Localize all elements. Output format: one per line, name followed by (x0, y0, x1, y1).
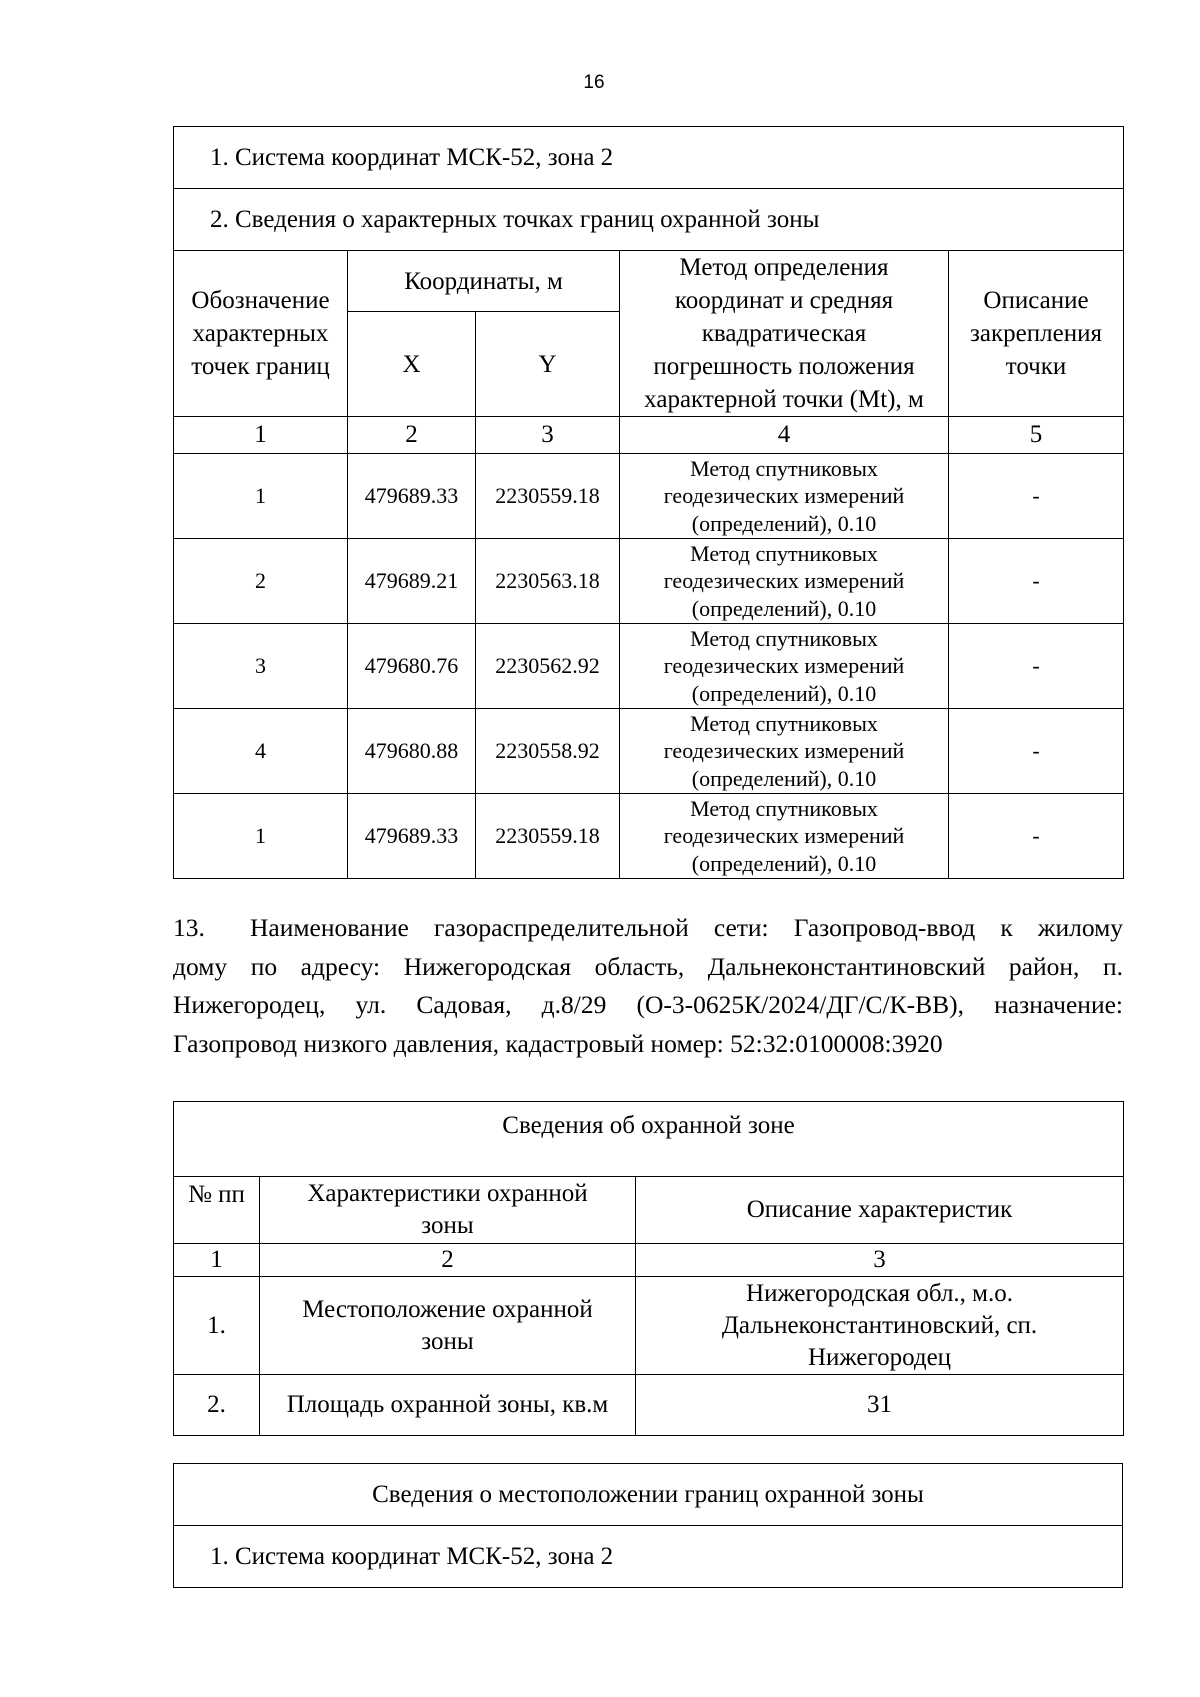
header-method-line: погрешность положения (653, 353, 915, 380)
method-line: Метод спутниковых (690, 455, 878, 481)
method-line: (определений), 0.10 (691, 850, 877, 876)
point-description: - (949, 624, 1124, 709)
paragraph-line (173, 909, 1123, 948)
header-characteristics-description: Описание характеристик (636, 1177, 1124, 1244)
coordinate-x: 479689.33 (348, 794, 476, 879)
method-line: Метод спутниковых (690, 795, 878, 821)
point-description: - (949, 794, 1124, 879)
method-line: Метод спутниковых (690, 625, 878, 651)
method-line: геодезических измерений (663, 568, 905, 594)
column-number: 3 (476, 417, 620, 454)
method-line: геодезических измерений (663, 653, 905, 679)
header-method (620, 251, 949, 417)
value-cell (636, 1277, 1124, 1375)
header-x: X (348, 312, 476, 417)
column-number: 5 (949, 417, 1124, 454)
boundary-location-table (173, 1463, 1123, 1588)
row-number: 2. (174, 1375, 260, 1436)
point-description: - (949, 539, 1124, 624)
row-number: 1. (174, 1277, 260, 1375)
header-designation-line: точек границ (191, 353, 330, 380)
column-number: 1 (174, 1244, 260, 1277)
value-line: Нижегородец (807, 1343, 952, 1371)
characteristic-cell: Площадь охранной зоны, кв.м (260, 1375, 636, 1436)
paragraph-line: Газопровод низкого давления, кадастровый номер: 52:32:0100008:3920 (173, 1028, 943, 1058)
point-number: 4 (174, 709, 348, 794)
method-line: (определений), 0.10 (691, 680, 877, 706)
method-line: Метод спутниковых (690, 540, 878, 566)
coordinate-x: 479680.88 (348, 709, 476, 794)
gas-network-paragraph (173, 909, 1123, 1063)
header-characteristics (260, 1177, 636, 1244)
header-description-line: закрепления (970, 320, 1102, 347)
coordinate-y: 2230559.18 (476, 454, 620, 539)
boundary-points-table (173, 126, 1124, 879)
paragraph-text: Наименование газораспределительной сети: Газопровод-ввод к жилому (250, 913, 1123, 942)
table-row (174, 454, 1124, 539)
coordinate-system-caption: 1. Система координат МСК-52, зона 2 (174, 127, 1124, 189)
method-cell (620, 539, 949, 624)
header-coordinates: Координаты, м (348, 251, 620, 312)
table-row (174, 539, 1124, 624)
header-characteristics-line: Характеристики охранной (307, 1180, 588, 1207)
characteristic-line: Местоположение охранной (302, 1295, 593, 1323)
method-line: геодезических измерений (663, 738, 905, 764)
method-line: геодезических измерений (663, 483, 905, 509)
header-description-line: точки (1005, 353, 1067, 380)
coordinate-y: 2230558.92 (476, 709, 620, 794)
value-line: Дальнеконстантиновский, сп. (721, 1311, 1038, 1339)
value-cell: 31 (636, 1375, 1124, 1436)
page-number: 16 (583, 72, 605, 93)
header-description-line: Описание (983, 287, 1089, 314)
value-line: Нижегородская обл., м.о. (746, 1279, 1013, 1307)
method-line: (определений), 0.10 (691, 510, 877, 536)
coordinate-x: 479680.76 (348, 624, 476, 709)
table-row (174, 709, 1124, 794)
coordinate-y: 2230562.92 (476, 624, 620, 709)
header-characteristics-line: зоны (421, 1212, 474, 1239)
point-description: - (949, 709, 1124, 794)
point-number: 3 (174, 624, 348, 709)
method-line: геодезических измерений (663, 823, 905, 849)
column-number: 2 (260, 1244, 636, 1277)
paragraph-number: 13. (173, 913, 205, 942)
column-number: 3 (636, 1244, 1124, 1277)
table-row (174, 1277, 1124, 1375)
point-number: 1 (174, 454, 348, 539)
method-line: (определений), 0.10 (691, 765, 877, 791)
method-cell (620, 454, 949, 539)
header-method-line: квадратическая (701, 320, 867, 347)
point-description: - (949, 454, 1124, 539)
header-designation-line: Обозначение (191, 287, 330, 314)
protected-zone-table (173, 1101, 1124, 1436)
paragraph-line: Нижегородец, ул. Садовая, д.8/29 (О-3-0625К/2024/ДГ/С/К-ВВ), назначение: (173, 990, 1123, 1019)
header-method-line: характерной точки (Mt), м (644, 386, 924, 413)
method-cell (620, 709, 949, 794)
table-row (174, 794, 1124, 879)
method-line: Метод спутниковых (690, 710, 878, 736)
table-row (174, 1375, 1124, 1436)
column-number: 1 (174, 417, 348, 454)
header-method-line: координат и средняя (674, 287, 894, 314)
paragraph-line: дому по адресу: Нижегородская область, Дальнеконстантиновский район, п. (173, 951, 1123, 981)
header-method-line: Метод определения (679, 254, 889, 281)
coordinate-y: 2230559.18 (476, 794, 620, 879)
method-line: (определений), 0.10 (691, 595, 877, 621)
boundary-points-caption: 2. Сведения о характерных точках границ охранной зоны (174, 189, 1124, 251)
table-row (174, 624, 1124, 709)
coordinate-system-caption: 1. Система координат МСК-52, зона 2 (174, 1526, 1123, 1588)
header-description (949, 251, 1124, 417)
boundary-location-title: Сведения о местоположении границ охранной зоны (174, 1464, 1123, 1526)
protected-zone-title: Сведения об охранной зоне (174, 1102, 1124, 1177)
column-number: 4 (620, 417, 949, 454)
column-number: 2 (348, 417, 476, 454)
point-number: 1 (174, 794, 348, 879)
header-y: Y (476, 312, 620, 417)
header-number: № пп (174, 1177, 260, 1244)
header-designation-line: характерных (192, 320, 329, 347)
characteristic-line: зоны (421, 1327, 474, 1355)
method-cell (620, 794, 949, 879)
coordinate-y: 2230563.18 (476, 539, 620, 624)
coordinate-x: 479689.33 (348, 454, 476, 539)
point-number: 2 (174, 539, 348, 624)
coordinate-x: 479689.21 (348, 539, 476, 624)
method-cell (620, 624, 949, 709)
header-designation (174, 251, 348, 417)
characteristic-cell (260, 1277, 636, 1375)
